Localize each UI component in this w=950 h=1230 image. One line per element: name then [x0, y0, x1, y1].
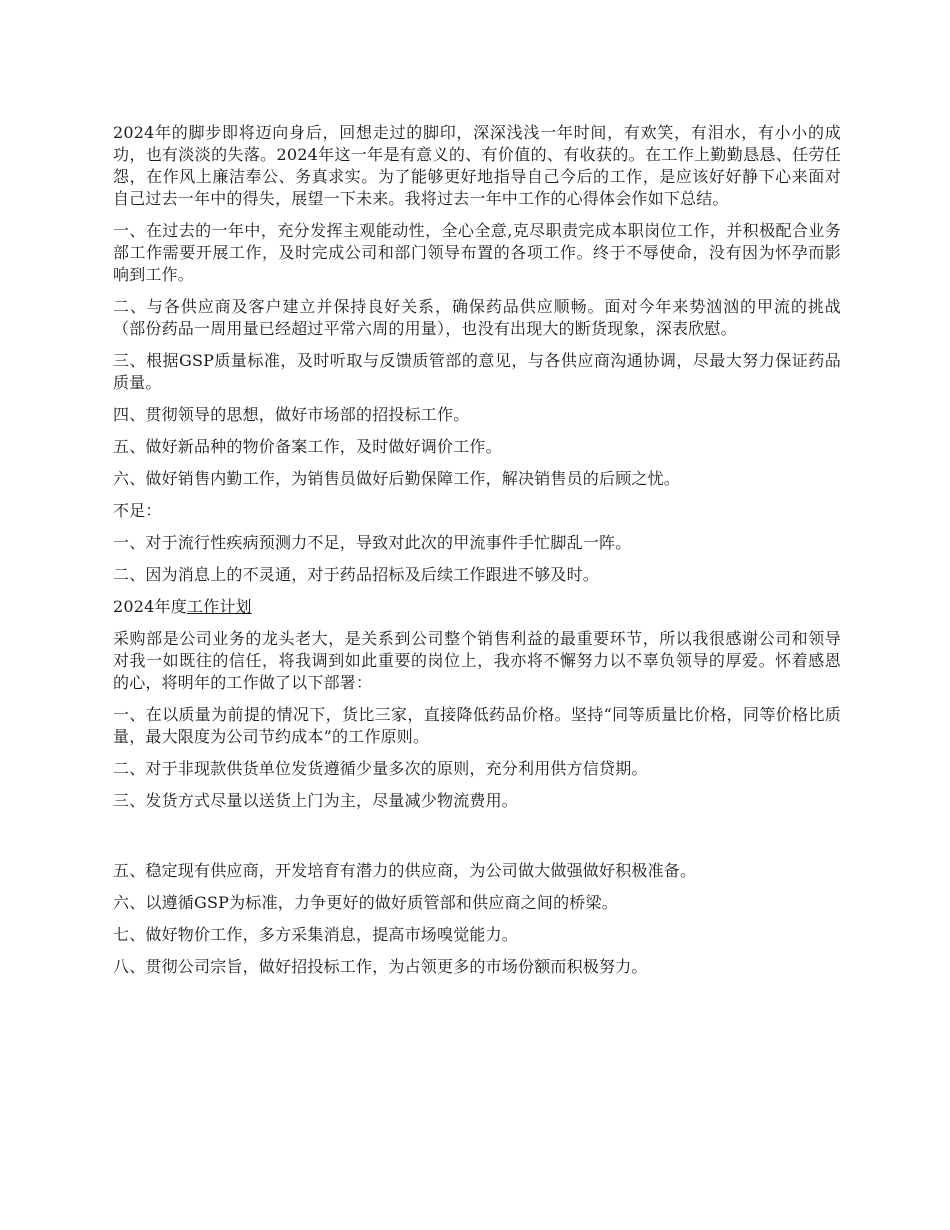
document-body — [113, 122, 841, 988]
summary-item: 五、做好新品种的物价备案工作，及时做好调价工作。 — [113, 437, 502, 456]
plan-item: 一、在以质量为前提的情况下，货比三家，直接降低药品价格。坚持“同等质量比价格，同等价格比质量，最大限度为公司节约成本”的工作原则。 — [113, 705, 841, 746]
shortcoming-item: 一、对于流行性疾病预测力不足，导致对此次的甲流事件手忙脚乱一阵。 — [113, 533, 632, 552]
plan-item: 三、发货方式尽量以送货上门为主，尽量减少物流费用。 — [113, 791, 519, 810]
plan-item: 五、稳定现有供应商，开发培育有潜力的供应商，为公司做大做强做好积极准备。 — [113, 861, 697, 880]
plan-heading — [113, 596, 841, 618]
summary-item: 二、与各供应商及客户建立并保持良好关系，确保药品供应顺畅。面对今年来势汹汹的甲流的挑战（部份药品一周用量已经超过平常六周的用量），也没有出现大的断货现象，深表欣慰。 — [113, 297, 841, 338]
summary-item: 一、在过去的一年中，充分发挥主观能动性，全心全意,克尽职责完成本职岗位工作，并积极配合业务部工作需要开展工作，及时完成公司和部门领导布置的各项工作。终于不辱使命，没有因为怀孕而影响到工作。 — [113, 221, 841, 284]
shortcomings-title: 不足： — [113, 501, 162, 520]
summary-item: 三、根据GSP质量标准，及时听取与反馈质管部的意见，与各供应商沟通协调，尽最大努力保证药品质量。 — [113, 351, 841, 392]
work-plan-link[interactable]: 工作计划 — [186, 597, 252, 616]
plan-heading-prefix: 2024年度 — [113, 597, 187, 616]
plan-intro-paragraph: 采购部是公司业务的龙头老大，是关系到公司整个销售利益的最重要环节，所以我很感谢公司和领导对我一如既往的信任，将我调到如此重要的岗位上，我亦将不懈努力以不辜负领导的厚爱。怀着感恩的心，将明年的工作做了以下部署： — [113, 629, 841, 692]
plan-item: 六、以遵循GSP为标准，力争更好的做好质管部和供应商之间的桥梁。 — [113, 893, 618, 912]
blank-gap — [113, 822, 841, 860]
plan-item: 二、对于非现款供货单位发货遵循少量多次的原则，充分利用供方信贷期。 — [113, 759, 648, 778]
plan-item: 八、贯彻公司宗旨，做好招投标工作，为占领更多的市场份额而积极努力。 — [113, 957, 648, 976]
shortcoming-item: 二、因为消息上的不灵通，对于药品招标及后续工作跟进不够及时。 — [113, 565, 600, 584]
summary-item: 四、贯彻领导的思想，做好市场部的招投标工作。 — [113, 405, 470, 424]
intro-paragraph: 2024年的脚步即将迈向身后，回想走过的脚印，深深浅浅一年时间，有欢笑，有泪水，有小小的成功，也有淡淡的失落。2024年这一年是有意义的、有价值的、有收获的。在工作上勤勤恳恳、任劳任怨，在作风上廉洁奉公、务真求实。为了能够更好地指导自己今后的工作，是应该好好静下心来面对自己过去一年中的得失，展望一下未来。我将过去一年中工作的心得体会作如下总结。 — [113, 123, 841, 208]
plan-item: 七、做好物价工作，多方采集消息，提高市场嗅觉能力。 — [113, 925, 519, 944]
summary-item: 六、做好销售内勤工作，为销售员做好后勤保障工作，解决销售员的后顾之忧。 — [113, 469, 681, 488]
